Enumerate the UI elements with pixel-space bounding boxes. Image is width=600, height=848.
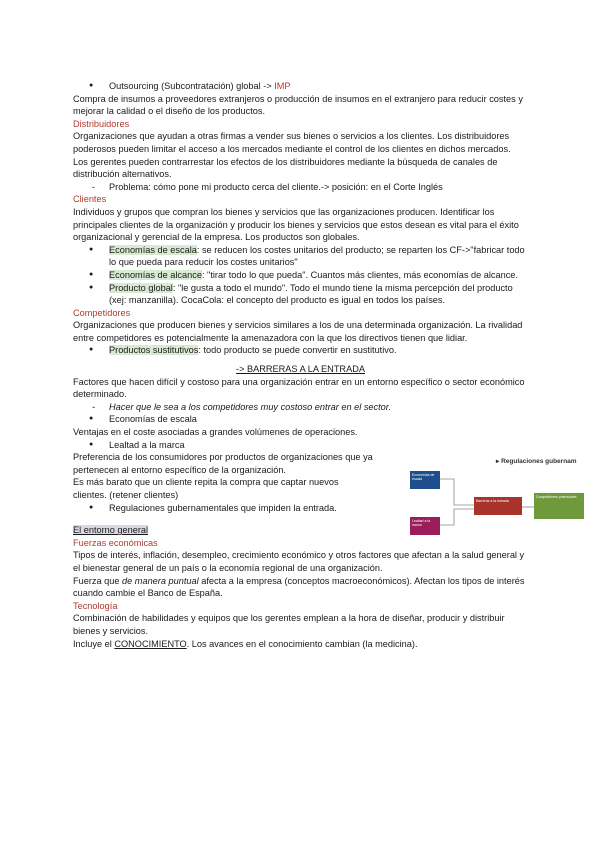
diagram-box-barreras: Barreras a la entrada bbox=[474, 497, 522, 515]
clientes-desc: Individuos y grupos que compran los bienes y servicios que las organizaciones producen. Identificar los principales clientes de la organización y producir los bienes y servicios que estos desean es vital para el éxito organizacional y gerencial de la empresa. Los productos son globales. bbox=[73, 206, 519, 243]
barreras-dash: - Hacer que le sea a los competidores muy costoso entrar en el sector. bbox=[73, 401, 399, 414]
list-item: ● Regulaciones gubernamentales que impiden la entrada. bbox=[73, 502, 528, 515]
fuerzas-heading: Fuerzas económicas bbox=[73, 537, 158, 548]
barreras-diagram bbox=[404, 455, 600, 547]
distribuidores-heading: Distribuidores bbox=[73, 118, 130, 129]
fuerzas-desc: Tipos de interés, inflación, desempleo, crecimiento económico y otros factores que afectan a la salud general y el bienestar general de un país o la economía regional de una organización. bbox=[73, 550, 525, 573]
list-item: ● Productos sustitutivos: todo producto se puede convertir en sustitutivo. bbox=[73, 344, 528, 357]
diagram-box-competidores: Competidores potenciales bbox=[534, 493, 584, 519]
list-item: ● Economías de alcance: "tirar todo lo que pueda". Cuantos más clientes, más economías de alcance. bbox=[73, 269, 528, 282]
list-item: ● Economías de escala: se reducen los costes unitarios del producto; se reparten los CF->"fabricar todo lo que pueda para reducir los costes unitarios" bbox=[73, 244, 528, 269]
list-item: ● Economías de escala bbox=[73, 413, 528, 426]
entorno-heading: El entorno general bbox=[73, 525, 149, 536]
tecnologia-desc: Combinación de habilidades y equipos que los gerentes emplean a la hora de diseñar, producir y distribuir bienes y servicios. bbox=[73, 613, 505, 636]
competidores-desc: Organizaciones que producen bienes y servicios similares a los de una determinada organización. La rivalidad entre competidores es potencialmente la amenazadora con la que los directivos tienen que lidiar. bbox=[73, 320, 523, 343]
diagram-box-economias: Economías de escala bbox=[410, 471, 440, 489]
distribuidores-problema: - Problema: cómo pone mi producto cerca del cliente.-> posición: en el Corte Inglés bbox=[73, 181, 528, 194]
barreras-b2-desc1: Preferencia de los consumidores por productos de organizaciones que ya pertenecen al entorno específico de la organización. bbox=[73, 452, 373, 475]
tecnologia-heading: Tecnología bbox=[73, 600, 118, 611]
list-item: ● Producto global: "le gusta a todo el mundo". Todo el mundo tiene la misma percepción del producto (xej: manzanilla). CocaCola: el concepto del producto es igual en todos los países. bbox=[73, 282, 528, 307]
list-item: ● Lealtad a la marca bbox=[73, 439, 528, 452]
competidores-heading: Competidores bbox=[73, 307, 131, 318]
document-page bbox=[73, 80, 528, 650]
barreras-heading: -> BARRERAS A LA ENTRADA bbox=[236, 364, 365, 375]
diagram-top-label: ▸ Regulaciones gubernam bbox=[496, 458, 577, 465]
barreras-b2-desc2: Es más barato que un cliente repita la compra que captar nuevos clientes. (retener clientes) bbox=[73, 477, 339, 500]
outsourcing-desc: Compra de insumos a proveedores extranjeros o producción de insumos en el extranjero para reducir costes y mejorar la calidad o el diseño de los productos. bbox=[73, 93, 523, 117]
incluye-conocimiento: Incluye el CONOCIMIENTO. Los avances en el conocimiento cambian (la medicina). bbox=[73, 638, 418, 649]
clientes-heading: Clientes bbox=[73, 194, 107, 205]
fuerza-puntual: Fuerza que de manera puntual afecta a la empresa (conceptos macroeconómicos). Afectan los tipos de interés cuando cambie el Banco de España. bbox=[73, 575, 525, 599]
diagram-box-lealtad: Lealtad a la marca bbox=[410, 517, 440, 535]
barreras-intro: Factores que hacen difícil y costoso para una organización entrar en un entorno específico o sector económico determinado. bbox=[73, 376, 525, 400]
outsourcing-bullet: ● Outsourcing (Subcontratación) global -> IMP bbox=[73, 80, 528, 93]
barreras-b1-desc: Ventajas en el coste asociadas a grandes volúmenes de operaciones. bbox=[73, 427, 358, 438]
distribuidores-desc: Organizaciones que ayudan a otras firmas a vender sus bienes o servicios a los clientes. Los distribuidores poderosos pueden limitar el acceso a los mercados mediante el control de los clientes en dichos mercados. Los gerentes pueden contrarrestar los efectos de los distribuidores mediante la búsqueda de canales de distribución alternativos. bbox=[73, 131, 511, 180]
